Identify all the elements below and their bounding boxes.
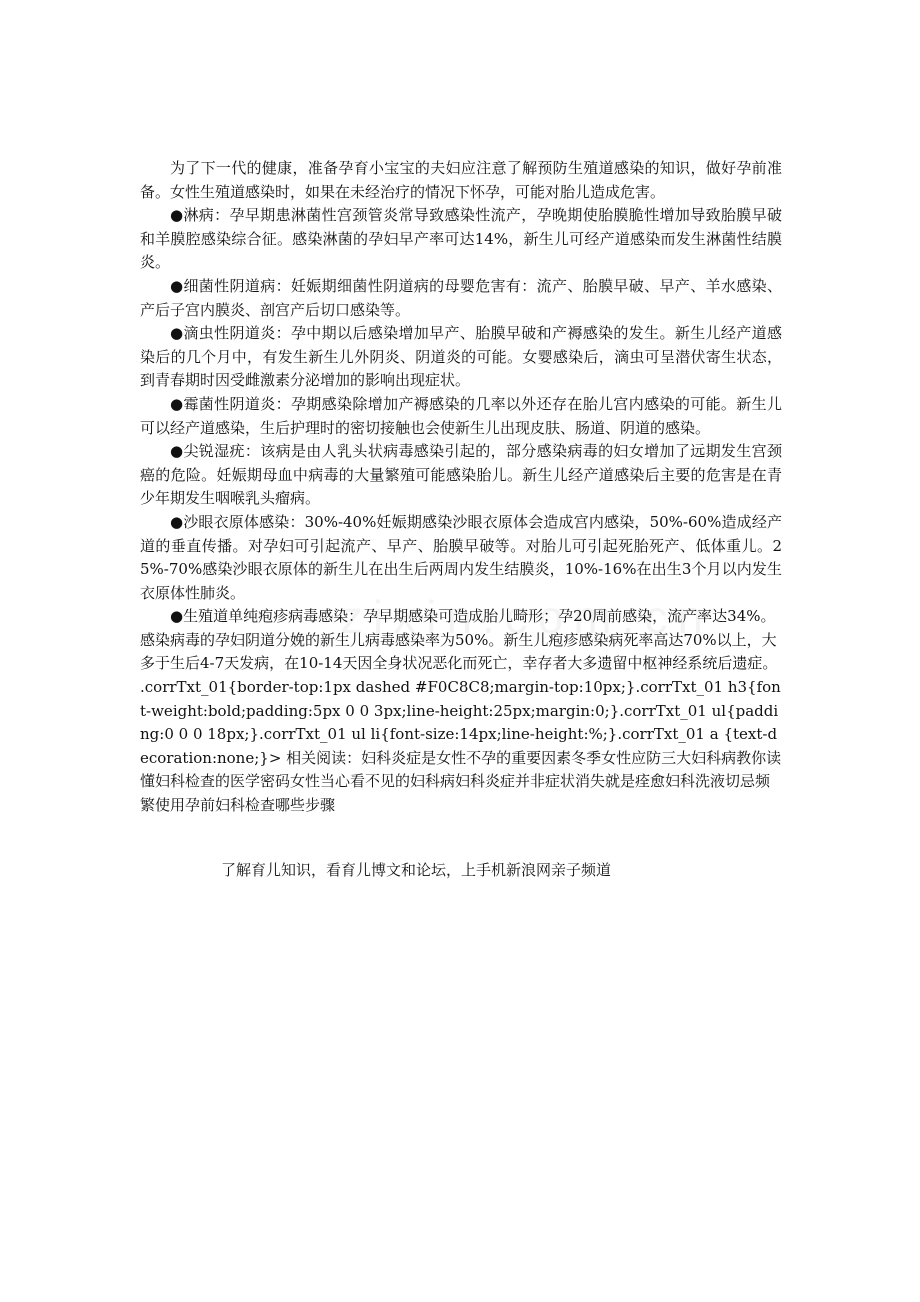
paragraph-gonorrhea: ●淋病：孕早期患淋菌性宫颈管炎常导致感染性流产，孕晚期使胎膜脆性增加导致胎膜早破和羊膜腔感染综合征。感染淋菌的孕妇早产率可达14%，新生儿可经产道感染而发生淋菌性结膜炎。 (140, 206, 782, 272)
paragraph-trichomonas: ●滴虫性阴道炎：孕中期以后感染增加早产、胎膜早破和产褥感染的发生。新生儿经产道感染后的几个月中，有发生新生儿外阴炎、阴道炎的可能。女婴感染后，滴虫可呈潜伏寄生状态，到青春期时因受雌激素分泌增加的影响出现症状。 (140, 324, 782, 390)
article-body (140, 157, 782, 818)
paragraph-herpes-related-reading: ●生殖道单纯疱疹病毒感染：孕早期感染可造成胎儿畸形；孕20周前感染，流产率达34%。感染病毒的孕妇阴道分娩的新生儿病毒感染率为50%。新生儿疱疹感染病死率高达70%以上，大多于生后4-7天发病，在10-14天因全身状况恶化而死亡，幸存者大多遗留中枢神经系统后遗症。 .corrTxt_01{border-top:1px dashed #F0C8C8;margin-top:10px;}.corrTxt_01 h3{font-weight:bold;padding:5px 0 0 3px;line-height:25px;margin:0;}.corrTxt_01 ul{padding:0 0 0 18px;}.corrTxt_01 ul li{font-size:14px;line-height:%;}.corrTxt_01 a {text-decoration:none;}> 相关阅读：妇科炎症是女性不孕的重要因素冬季女性应防三大妇科病教你读懂妇科检查的医学密码女性当心看不见的妇科病妇科炎症并非症状消失就是痊愈妇科洗液切忌频繁使用孕前妇科检查哪些步骤 (140, 607, 782, 815)
paragraph-condyloma: ●尖锐湿疣：该病是由人乳头状病毒感染引起的，部分感染病毒的妇女增加了远期发生宫颈癌的危险。妊娠期母血中病毒的大量繁殖可能感染胎儿。新生儿经产道感染后主要的危害是在青少年期发生咽喉乳头瘤病。 (140, 442, 782, 508)
paragraph-intro: 为了下一代的健康，准备孕育小宝宝的夫妇应注意了解预防生殖道感染的知识，做好孕前准备。女性生殖道感染时，如果在未经治疗的情况下怀孕，可能对胎儿造成危害。 (140, 159, 782, 201)
footer-promo: 了解育儿知识，看育儿博文和论坛，上手机新浪网亲子频道 (221, 861, 612, 879)
paragraph-chlamydia: ●沙眼衣原体感染：30%-40%妊娠期感染沙眼衣原体会造成宫内感染，50%-60%造成经产道的垂直传播。对孕妇可引起流产、早产、胎膜早破等。对胎儿可引起死胎死产、低体重儿。25%-70%感染沙眼衣原体的新生儿在出生后两周内发生结膜炎，10%-16%在出生3个月以内发生衣原体性肺炎。 (140, 512, 782, 602)
paragraph-bacterial-vaginosis: ●细菌性阴道病：妊娠期细菌性阴道病的母婴危害有：流产、胎膜早破、早产、羊水感染、产后子宫内膜炎、剖宫产后切口感染等。 (140, 276, 782, 319)
paragraph-fungal-vaginitis: ●霉菌性阴道炎：孕期感染除增加产褥感染的几率以外还存在胎儿宫内感染的可能。新生儿可以经产道感染，生后护理时的密切接触也会使新生儿出现皮肤、肠道、阴道的感染。 (140, 394, 782, 437)
